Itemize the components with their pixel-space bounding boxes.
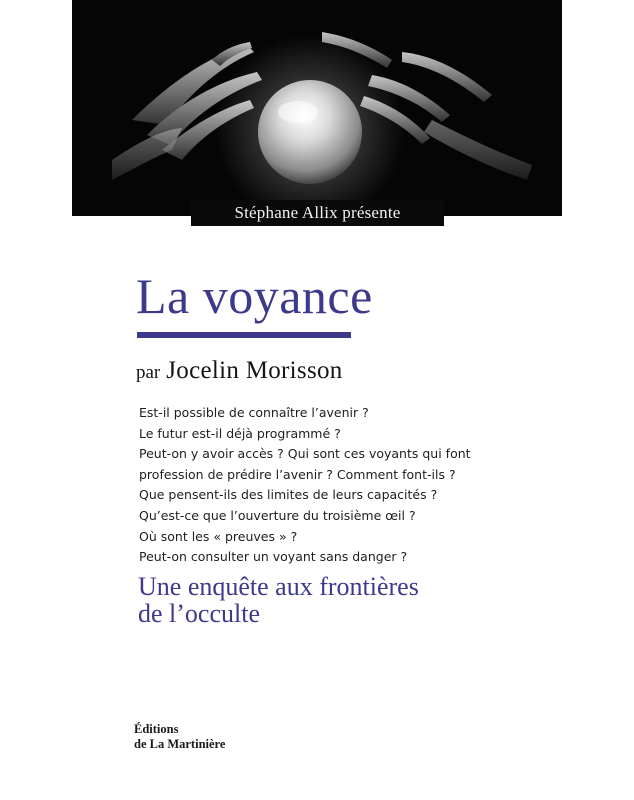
subtitle-line: Une enquête aux frontières (138, 572, 419, 601)
publisher-line: Éditions (134, 722, 179, 736)
subtitle (138, 573, 558, 627)
author-line (136, 357, 343, 385)
title-underline (137, 332, 351, 338)
crystal-ball (258, 80, 362, 184)
cover-photo (72, 0, 562, 216)
question-list (139, 403, 471, 568)
author-name: Jocelin Morisson (166, 357, 343, 384)
book-title: La voyance (136, 268, 373, 324)
subtitle-line: de l’occulte (138, 599, 260, 628)
question-line: Peut-on consulter un voyant sans danger ? (139, 549, 408, 565)
question-line: profession de prédire l’avenir ? Comment font-ils ? (139, 466, 456, 482)
publisher-logo (134, 722, 225, 752)
publisher-line: de La Martinière (134, 737, 226, 751)
question-line: Que pensent-ils des limites de leurs capacités ? (139, 487, 438, 503)
question-line: Où sont les « preuves » ? (139, 528, 298, 544)
question-line: Le futur est-il déjà programmé ? (139, 425, 341, 441)
question-line: Qu’est-ce que l’ouverture du troisième œil ? (139, 507, 416, 523)
presenter-credit: Stéphane Allix présente (191, 200, 444, 226)
crystal-ball-image (72, 0, 562, 216)
author-prefix: par (136, 362, 161, 383)
question-line: Est-il possible de connaître l’avenir ? (139, 405, 369, 420)
question-line: Peut-on y avoir accès ? Qui sont ces voyants qui font (139, 446, 471, 462)
